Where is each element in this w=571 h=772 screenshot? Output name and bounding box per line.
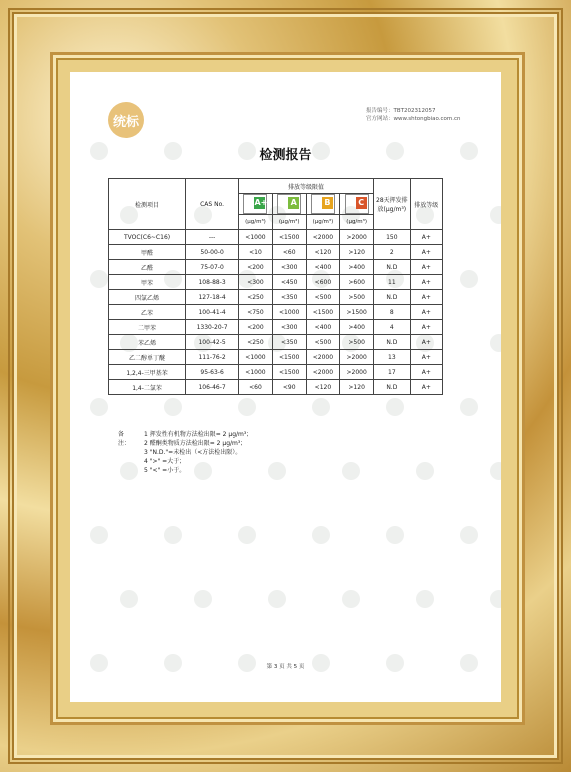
cell-item: 甲醛: [109, 245, 186, 260]
watermark-seal: [460, 270, 478, 288]
cell-b: <400: [306, 320, 340, 335]
watermark-seal: [312, 398, 330, 416]
cell-c: >120: [340, 245, 374, 260]
watermark-seal: [490, 590, 501, 608]
cell-value: 150: [374, 230, 411, 245]
watermark-seal: [490, 462, 501, 480]
grade-badge-cell: [306, 194, 340, 215]
watermark-seal: [386, 398, 404, 416]
watermark-seal: [460, 398, 478, 416]
cell-b: <500: [306, 290, 340, 305]
watermark-seal: [90, 526, 108, 544]
table-row: [109, 365, 443, 380]
cell-cas: 75-07-0: [186, 260, 239, 275]
cell-grade: A+: [410, 350, 442, 365]
cell-value: 8: [374, 305, 411, 320]
cell-ap: <200: [239, 320, 273, 335]
cell-b: <2000: [306, 350, 340, 365]
table-row: [109, 350, 443, 365]
cell-value: 17: [374, 365, 411, 380]
cell-cas: 111-76-2: [186, 350, 239, 365]
cell-c: >2000: [340, 365, 374, 380]
cell-ap: <1000: [239, 365, 273, 380]
cell-ap: <750: [239, 305, 273, 320]
watermark-seal: [120, 590, 138, 608]
cell-item: 四氯乙烯: [109, 290, 186, 305]
watermark-seal: [120, 462, 138, 480]
cell-a: <1500: [272, 350, 306, 365]
cell-value: N.D: [374, 380, 411, 395]
watermark-seal: [268, 590, 286, 608]
cell-value: N.D: [374, 290, 411, 305]
cell-c: >120: [340, 380, 374, 395]
cell-a: <300: [272, 320, 306, 335]
table-row: [109, 230, 443, 245]
cell-cas: 1330-20-7: [186, 320, 239, 335]
remark-item: 2 醛酮类物质方法检出限= 2 μg/m³；: [144, 440, 247, 447]
cell-grade: A+: [410, 245, 442, 260]
unit-label: (μg/m³): [272, 215, 306, 230]
grade-label: A: [288, 197, 299, 209]
cell-value: 13: [374, 350, 411, 365]
cell-b: <120: [306, 245, 340, 260]
table-row: [109, 275, 443, 290]
cell-grade: A+: [410, 305, 442, 320]
cell-a: <1500: [272, 365, 306, 380]
table-row: [109, 380, 443, 395]
cell-grade: A+: [410, 275, 442, 290]
remark-item: 1 挥发性有机物方法检出限= 2 μg/m³；: [144, 431, 253, 438]
cell-a: <1500: [272, 230, 306, 245]
cell-ap: <300: [239, 275, 273, 290]
cell-value: 2: [374, 245, 411, 260]
cell-c: >2000: [340, 230, 374, 245]
table-row: [109, 260, 443, 275]
cell-b: <1500: [306, 305, 340, 320]
watermark-seal: [90, 270, 108, 288]
cell-b: <400: [306, 260, 340, 275]
grade-badge: [243, 194, 267, 214]
cell-item: 二甲苯: [109, 320, 186, 335]
grade-badge: [345, 194, 369, 214]
watermark-seal: [312, 526, 330, 544]
grade-badge-cell: [239, 194, 273, 215]
cell-item: 乙醛: [109, 260, 186, 275]
watermark-seal: [238, 526, 256, 544]
cell-b: <120: [306, 380, 340, 395]
report-number: 报告编号：TBT202312057: [366, 108, 436, 114]
cell-cas: 100-42-5: [186, 335, 239, 350]
cell-value: N.D: [374, 335, 411, 350]
official-website: 官方网站：www.shtongbiao.com.cn: [366, 116, 461, 122]
grade-label: C: [356, 197, 367, 209]
cell-ap: <10: [239, 245, 273, 260]
cell-ap: <200: [239, 260, 273, 275]
cell-item: 1,4-二氯苯: [109, 380, 186, 395]
cell-cas: ---: [186, 230, 239, 245]
cell-cas: 108-88-3: [186, 275, 239, 290]
unit-label: (μg/m³): [340, 215, 374, 230]
table-row: [109, 335, 443, 350]
unit-label: (μg/m³): [239, 215, 273, 230]
cell-a: <300: [272, 260, 306, 275]
cell-grade: A+: [410, 230, 442, 245]
cell-item: TVOC(C6~C16): [109, 230, 186, 245]
remark-item: 4 ">" =大于；: [144, 458, 186, 465]
table-row: [109, 245, 443, 260]
table-row: [109, 290, 443, 305]
col-header-cas: CAS No.: [186, 179, 239, 230]
watermark-seal: [164, 398, 182, 416]
grade-label: A+: [254, 198, 268, 207]
page-number: 第 3 页 共 5 页: [266, 664, 305, 670]
cell-c: >2000: [340, 350, 374, 365]
cell-grade: A+: [410, 380, 442, 395]
cell-cas: 95-63-6: [186, 365, 239, 380]
watermark-seal: [490, 334, 501, 352]
cell-a: <350: [272, 290, 306, 305]
grade-badge-cell: [272, 194, 306, 215]
watermark-seal: [164, 526, 182, 544]
table-row: [109, 305, 443, 320]
watermark-seal: [342, 590, 360, 608]
cell-value: 11: [374, 275, 411, 290]
page-title: 检测报告: [259, 148, 312, 163]
cell-grade: A+: [410, 365, 442, 380]
col-header-28day: 28天挥发排放(μg/m³): [374, 179, 411, 230]
report-page: [70, 72, 501, 702]
remark-item: 3 "N.D."=未检出（<方法检出限）。: [144, 449, 242, 456]
unit-label: (μg/m³): [306, 215, 340, 230]
cell-c: >1500: [340, 305, 374, 320]
watermark-seal: [416, 462, 434, 480]
cell-a: <1000: [272, 305, 306, 320]
cell-item: 乙苯: [109, 305, 186, 320]
col-header-grade: 排放等级: [410, 179, 442, 230]
cell-item: 乙二醇单丁醚: [109, 350, 186, 365]
cell-cas: 50-00-0: [186, 245, 239, 260]
col-header-limits: 排放等级限值: [239, 179, 374, 194]
watermark-seal: [194, 590, 212, 608]
cell-grade: A+: [410, 260, 442, 275]
cell-b: <2000: [306, 230, 340, 245]
cell-c: >400: [340, 320, 374, 335]
cell-cas: 100-41-4: [186, 305, 239, 320]
cell-c: >600: [340, 275, 374, 290]
table-row: [109, 320, 443, 335]
grade-badge-cell: [340, 194, 374, 215]
cell-b: <600: [306, 275, 340, 290]
cell-c: >500: [340, 335, 374, 350]
cell-ap: <1000: [239, 350, 273, 365]
cell-a: <450: [272, 275, 306, 290]
watermark-seal: [268, 462, 286, 480]
cell-ap: <250: [239, 290, 273, 305]
watermark-seal: [90, 398, 108, 416]
grade-badge: [277, 194, 301, 214]
remark-item: 5 "<" =小于。: [144, 467, 186, 474]
cell-ap: <60: [239, 380, 273, 395]
cell-grade: A+: [410, 320, 442, 335]
watermark-seal: [416, 590, 434, 608]
watermark-seal: [460, 526, 478, 544]
cell-ap: <250: [239, 335, 273, 350]
watermark-seal: [386, 526, 404, 544]
cell-b: <500: [306, 335, 340, 350]
grade-label: B: [322, 197, 333, 209]
watermark-seal: [238, 398, 256, 416]
cell-grade: A+: [410, 335, 442, 350]
cell-cas: 106-46-7: [186, 380, 239, 395]
company-logo: 统标: [108, 102, 144, 138]
remarks-label: 备注：: [118, 431, 131, 447]
cell-item: 苯乙烯: [109, 335, 186, 350]
grade-badge: [311, 194, 335, 214]
cell-c: >500: [340, 290, 374, 305]
cell-cas: 127-18-4: [186, 290, 239, 305]
cell-a: <60: [272, 245, 306, 260]
cell-b: <2000: [306, 365, 340, 380]
cell-a: <350: [272, 335, 306, 350]
cell-grade: A+: [410, 290, 442, 305]
cell-value: N.D: [374, 260, 411, 275]
emission-table: [108, 178, 443, 395]
col-header-item: 检测项目: [109, 179, 186, 230]
cell-a: <90: [272, 380, 306, 395]
watermark-seal: [490, 206, 501, 224]
cell-item: 甲苯: [109, 275, 186, 290]
cell-value: 4: [374, 320, 411, 335]
cell-item: 1,2,4-三甲基苯: [109, 365, 186, 380]
cell-c: >400: [340, 260, 374, 275]
watermark-seal: [342, 462, 360, 480]
cell-ap: <1000: [239, 230, 273, 245]
